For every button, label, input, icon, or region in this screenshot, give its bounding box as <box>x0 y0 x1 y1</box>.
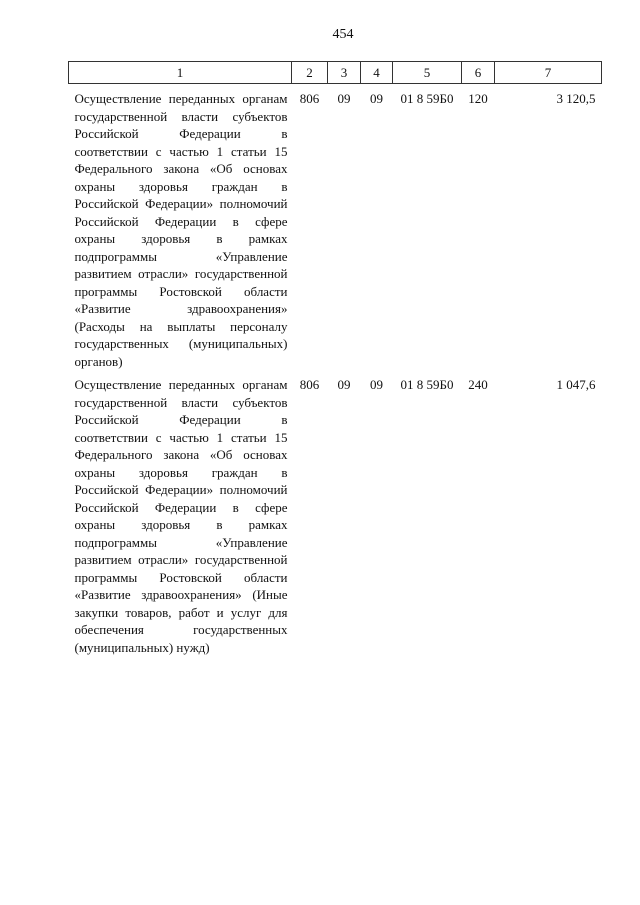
budget-table <box>68 61 602 656</box>
row-expense-type: 120 <box>468 91 488 106</box>
header-col-1: 1 <box>69 62 292 84</box>
table-row <box>69 84 602 371</box>
page-number: 454 <box>332 27 354 42</box>
header-col-5: 5 <box>393 62 462 84</box>
header-col-3: 3 <box>328 62 361 84</box>
row-amount: 3 120,5 <box>556 91 596 106</box>
table-row <box>69 370 602 656</box>
row-target-article: 01 8 59Б0 <box>400 91 454 106</box>
table-body <box>69 84 602 657</box>
header-col-2: 2 <box>292 62 328 84</box>
row-description: Осуществление переданных органам государственной власти субъектов Российской Федерации в соответствии с частью 1 статьи 15 Федерального закона «Об основах охраны здоровья граждан в Российской Федерации» полномочий Российской Федерации в сфере охраны здоровья в рамках подпрограммы «Управление развитием отрасли» государственной программы Ростовской области «Развитие здравоохранения» (Иные закупки товаров, работ и услуг для обеспечения государственных (муниципальных) нужд) <box>74 377 288 655</box>
row-description: Осуществление переданных органам государственной власти субъектов Российской Федерации в соответствии с частью 1 статьи 15 Федерального закона «Об основах охраны здоровья граждан в Российской Федерации» полномочий Российской Федерации в сфере охраны здоровья в рамках подпрограммы «Управление развитием отрасли» государственной программы Ростовской области «Развитие здравоохранения» (Расходы на выплаты персоналу государственных (муниципальных) органов) <box>74 91 288 369</box>
header-col-7: 7 <box>495 62 602 84</box>
row-amount: 1 047,6 <box>556 377 596 392</box>
row-section: 09 <box>337 91 351 106</box>
header-col-6: 6 <box>462 62 495 84</box>
row-target-article: 01 8 59Б0 <box>400 377 454 392</box>
row-admin-code: 806 <box>299 91 320 106</box>
row-subsection: 09 <box>370 377 383 392</box>
table-header <box>69 62 602 84</box>
row-section: 09 <box>337 377 351 392</box>
header-row <box>69 62 602 84</box>
row-subsection: 09 <box>370 91 383 106</box>
row-expense-type: 240 <box>468 377 488 392</box>
header-col-4: 4 <box>361 62 393 84</box>
row-admin-code: 806 <box>299 377 320 392</box>
